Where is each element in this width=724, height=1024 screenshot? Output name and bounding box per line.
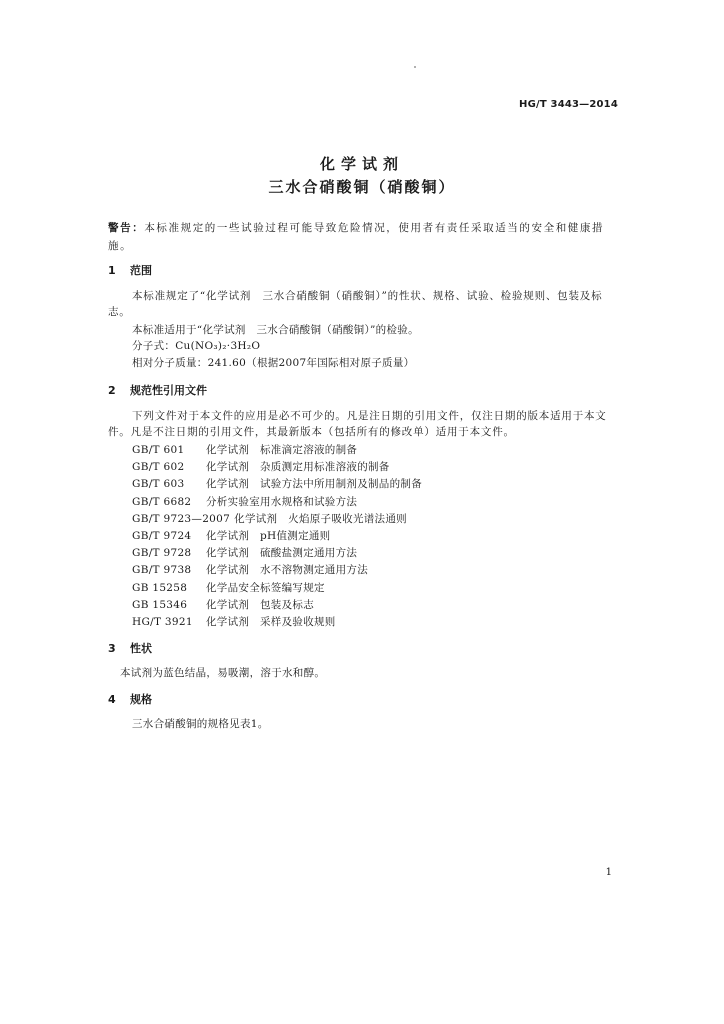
- section-title: 规格: [130, 693, 152, 706]
- refs-intro-paragraph: 下列文件对于本文件的应用是必不可少的。凡是注日期的引用文件，仅注日期的版本适用于本文件。凡是不注日期的引用文件，其最新版本（包括所有的修改单）适用于本文件。: [108, 410, 607, 438]
- reference-code: GB/T 601: [132, 444, 185, 456]
- properties-text: 本试剂为蓝色结晶，易吸潮，溶于水和醇。: [120, 667, 326, 679]
- reference-name: 化学试剂 标准滴定溶液的制备: [206, 444, 358, 456]
- reference-list: [132, 442, 422, 631]
- reference-code: GB/T 6682: [132, 495, 192, 508]
- reference-name: 化学试剂 杂质测定用标准溶液的制备: [206, 461, 390, 474]
- molecular-formula: 分子式：Cu(NO₃)₂·3H₂O: [132, 340, 261, 352]
- section-title: 性状: [130, 642, 152, 655]
- reference-code: GB/T 9738: [132, 564, 192, 577]
- reference-item: [132, 459, 422, 476]
- warning-label: 警告：: [108, 222, 145, 234]
- reference-name: 分析实验室用水规格和试验方法: [206, 495, 358, 508]
- section-1-heading: [108, 262, 152, 278]
- reference-name: 化学试剂 水不溶物测定通用方法: [206, 564, 368, 577]
- reference-item: [132, 442, 422, 459]
- reference-name: 化学试剂 采样及验收规则: [206, 615, 336, 628]
- reference-item: [132, 528, 422, 545]
- reference-item: [132, 580, 422, 597]
- reference-name: 化学品安全标签编写规定: [206, 581, 325, 594]
- scope-paragraph-1: 本标准规定了“化学试剂 三水合硝酸铜（硝酸铜）”的性状、规格、试验、检验规则、包装及标志。: [108, 290, 603, 318]
- title-line-2: 三水合硝酸铜（硝酸铜）: [268, 178, 456, 196]
- reference-code: GB 15258: [132, 581, 188, 594]
- section-number: 1: [108, 264, 116, 277]
- reference-code: GB/T 602: [132, 461, 185, 474]
- section-title: 范围: [130, 264, 152, 277]
- section-title: 规范性引用文件: [130, 384, 207, 397]
- reference-code: GB/T 9724: [132, 529, 192, 542]
- reference-code: HG/T 3921: [132, 615, 193, 628]
- section-4-heading: [108, 691, 152, 707]
- reference-code: GB/T 9728: [132, 547, 192, 560]
- reference-item: [132, 614, 422, 631]
- section-number: 2: [108, 384, 116, 397]
- warning-paragraph: [108, 219, 618, 255]
- standard-code: HG/T 3443—2014: [519, 99, 618, 110]
- reference-item: [132, 476, 422, 493]
- reference-name: 化学试剂 试验方法中所用制剂及制品的制备: [206, 478, 422, 491]
- scope-paragraph-2: 本标准适用于“化学试剂 三水合硝酸铜（硝酸铜）”的检验。: [132, 324, 419, 336]
- reference-item: [132, 597, 422, 614]
- section-number: 3: [108, 642, 116, 655]
- molecular-mass: 相对分子质量：241.60（根据2007年国际相对原子质量）: [132, 357, 415, 369]
- reference-item: [132, 545, 422, 562]
- title-line-1: 化学试剂: [319, 155, 404, 173]
- reference-item: [132, 494, 422, 511]
- spec-text: 三水合硝酸铜的规格见表1。: [132, 718, 269, 730]
- section-3-heading: [108, 640, 152, 656]
- reference-name: 化学试剂 pH值测定通则: [206, 529, 331, 542]
- section-number: 4: [108, 693, 116, 706]
- warning-text: 本标准规定的一些试验过程可能导致危险情况，使用者有责任采取适当的安全和健康措施。: [108, 222, 605, 252]
- reference-code: GB/T 9723—2007: [132, 512, 231, 525]
- scan-speck: [414, 66, 416, 68]
- reference-code: GB/T 603: [132, 478, 185, 491]
- reference-item: [132, 511, 422, 528]
- page-number: 1: [605, 867, 612, 878]
- reference-name: 化学试剂 硫酸盐测定通用方法: [206, 547, 358, 560]
- reference-code: GB 15346: [132, 598, 188, 611]
- section-2-heading: [108, 382, 207, 398]
- reference-item: [132, 562, 422, 579]
- reference-name: 化学试剂 包装及标志: [206, 598, 314, 611]
- reference-name: 化学试剂 火焰原子吸收光谱法通则: [234, 512, 407, 525]
